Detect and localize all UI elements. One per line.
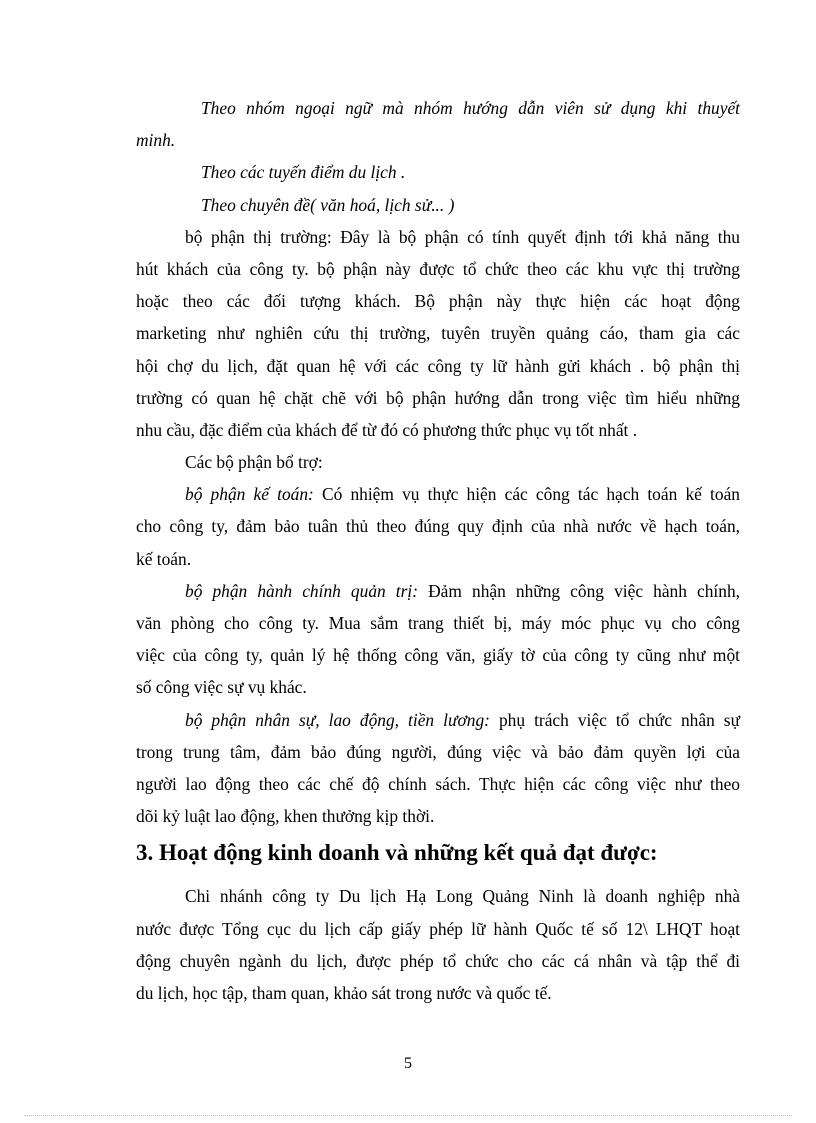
admin-line-3: việc của công ty, quản lý hệ thống công văn, giấy tờ của công ty cũng như một — [136, 645, 740, 666]
section-heading: 3. Hoạt động kinh doanh và những kết quả đạt được: — [136, 840, 658, 866]
accounting-line-2: cho công ty, đảm bảo tuân thủ theo đúng quy định của nhà nước về hạch toán, — [136, 516, 740, 537]
hr-line-4: dõi kỷ luật lao động, khen thưởng kịp thời. — [136, 806, 435, 827]
hr-label: bộ phận nhân sự, lao động, tiền lương: — [185, 709, 490, 730]
market-line-7: nhu cầu, đặc điểm của khách để từ đó có phương thức phục vụ tốt nhất . — [136, 419, 638, 440]
italic-line-1: Theo nhóm ngoại ngữ mà nhóm hướng dẫn viên sử dụng khi thuyết — [201, 98, 740, 118]
hr-line-1 — [136, 704, 740, 736]
market-line-2: hút khách của công ty. bộ phận này được tổ chức theo các khu vực thị trường — [136, 258, 740, 279]
market-line-4: marketing như nghiên cứu thị trường, tuyên truyền quảng cáo, tham gia các — [136, 323, 740, 344]
admin-line-1 — [136, 575, 740, 607]
business-line-3: động chuyên ngành du lịch, được phép tổ chức cho các cá nhân và tập thể đi — [136, 950, 740, 971]
hr-first-rest: phụ trách việc tổ chức nhân sự — [489, 709, 740, 730]
market-line-1: bộ phận thị trường: Đây là bộ phận có tính quyết định tới khả năng thu — [185, 226, 740, 247]
admin-line-2: văn phòng cho công ty. Mua sắm trang thiết bị, máy móc phục vụ cho công — [136, 613, 740, 633]
accounting-label: bộ phận kế toán: — [185, 484, 314, 505]
admin-line-4: số công việc sự vụ khác. — [136, 677, 307, 698]
admin-first-rest: Đảm nhận những công việc hành chính, — [418, 580, 740, 601]
page-body — [136, 92, 740, 1009]
support-heading: Các bộ phận bổ trợ: — [185, 452, 323, 473]
business-line-2: nước được Tổng cục du lịch cấp giấy phép lữ hành Quốc tế số 12\ LHQT hoạt — [136, 918, 740, 939]
business-line-4: du lịch, học tập, tham quan, khảo sát trong nước và quốc tế. — [136, 982, 552, 1003]
market-line-5: hội chợ du lịch, đặt quan hệ với các công ty lữ hành gửi khách . bộ phận thị — [136, 355, 740, 376]
italic-line-3: Theo các tuyến điểm du lịch . — [201, 162, 406, 183]
page-bottom-divider — [24, 1115, 792, 1116]
market-line-3: hoặc theo các đối tượng khách. Bộ phận này thực hiện các hoạt động — [136, 291, 740, 312]
market-line-6: trường có quan hệ chặt chẽ với bộ phận hướng dẫn trong việc tìm hiểu những — [136, 387, 740, 408]
page-number: 5 — [404, 1055, 412, 1072]
hr-line-2: trong trung tâm, đảm bảo đúng người, đúng việc và bảo đảm quyền lợi của — [136, 741, 740, 762]
business-line-1: Chi nhánh công ty Du lịch Hạ Long Quảng Ninh là doanh nghiệp nhà — [185, 886, 740, 907]
hr-line-3: người lao động theo các chế độ chính sách. Thực hiện các công việc như theo — [136, 773, 740, 794]
italic-line-2: minh. — [136, 130, 176, 151]
accounting-line-3: kế toán. — [136, 548, 192, 569]
italic-line-4: Theo chuyên đề( văn hoá, lịch sử... ) — [201, 194, 455, 215]
accounting-first-rest: Có nhiệm vụ thực hiện các công tác hạch toán kế toán — [313, 484, 740, 505]
admin-label: bộ phận hành chính quản trị: — [185, 580, 419, 601]
accounting-line-1 — [136, 478, 740, 510]
